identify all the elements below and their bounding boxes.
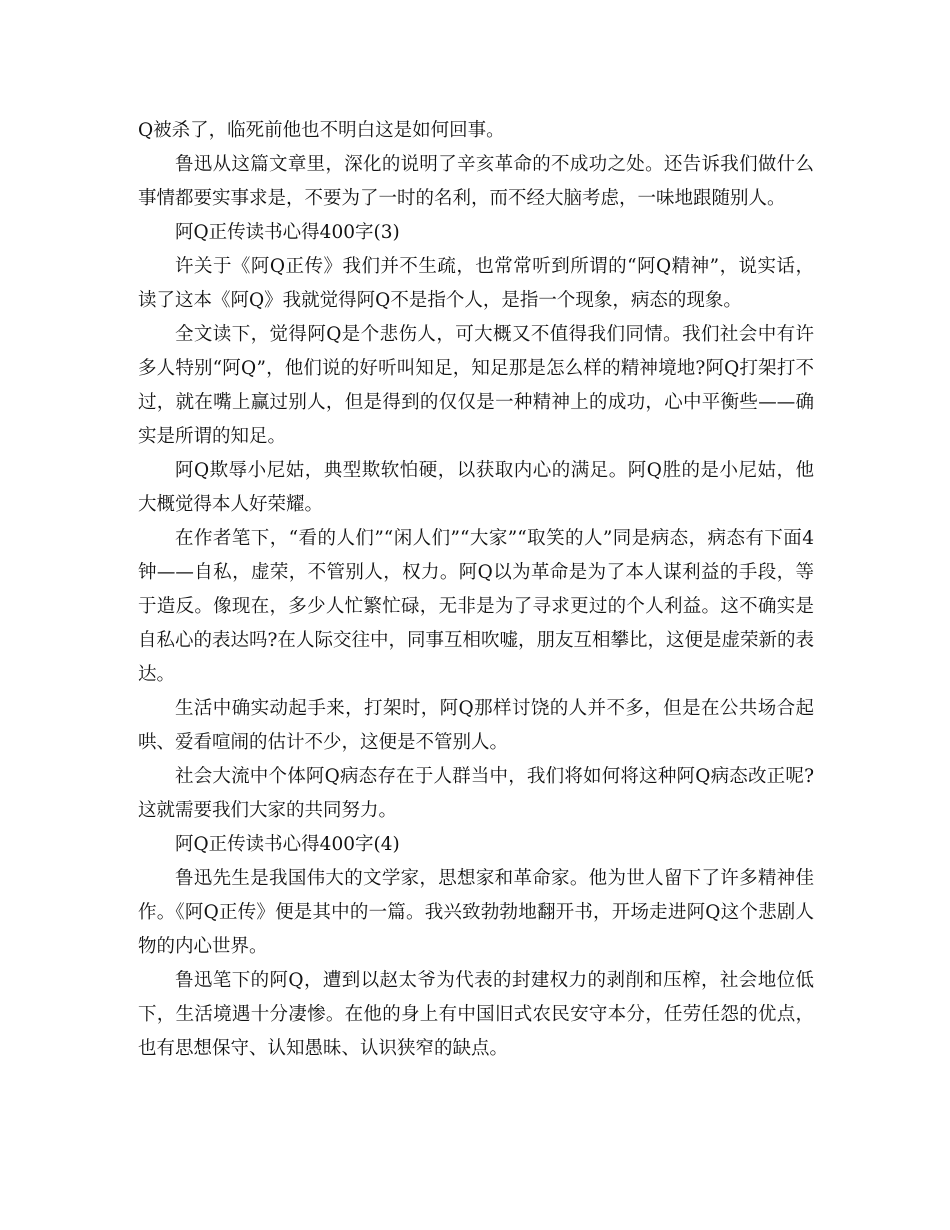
paragraph: 全文读下，觉得阿Q是个悲伤人，可大概又不值得我们同情。我们社会中有许多人特别“阿Q”，他们说的好听叫知足，知足那是怎么样的精神境地?阿Q打架打不过，就在嘴上赢过别人，但是得到的仅仅是一种精神上的成功，心中平衡些——确实是所谓的知足。 [138,324,814,447]
paragraph: 许关于《阿Q正传》我们并不生疏，也常常听到所谓的“阿Q精神”，说实话，读了这本《阿Q》我就觉得阿Q不是指个人，是指一个现象，病态的现象。 [138,256,814,311]
section-heading: 阿Q正传读书心得400字(4) [175,834,400,855]
paragraph: 阿Q欺辱小尼姑，典型欺软怕硬，以获取内心的满足。阿Q胜的是小尼姑，他大概觉得本人好荣耀。 [138,460,814,515]
paragraph: 鲁迅先生是我国伟大的文学家，思想家和革命家。他为世人留下了许多精神佳作。《阿Q正传》便是其中的一篇。我兴致勃勃地翻开书，开场走进阿Q这个悲剧人物的内心世界。 [138,868,814,957]
paragraph: 在作者笔下，“看的人们”“闲人们”“大家”“取笑的人”同是病态，病态有下面4钟——自私，虚荣，不管别人，权力。阿Q以为革命是为了本人谋利益的手段，等于造反。像现在，多少人忙繁忙碌，无非是为了寻求更过的个人利益。这不确实是自私心的表达吗?在人际交往中，同事互相吹嘘，朋友互相攀比，这便是虚荣新的表达。 [138,528,814,685]
paragraph: 鲁迅从这篇文章里，深化的说明了辛亥革命的不成功之处。还告诉我们做什么事情都要实事求是，不要为了一时的名利，而不经大脑考虑，一味地跟随别人。 [138,154,814,209]
document-body [138,114,814,1066]
paragraph-continuation: Q被杀了，临死前他也不明白这是如何回事。 [138,120,505,141]
paragraph: 鲁迅笔下的阿Q，遭到以赵太爷为代表的封建权力的剥削和压榨，社会地位低下，生活境遇十分凄惨。在他的身上有中国旧式农民安守本分，任劳任怨的优点，也有思想保守、认知愚昧、认识狭窄的缺点。 [138,970,814,1059]
paragraph: 社会大流中个体阿Q病态存在于人群当中，我们将如何将这种阿Q病态改正呢?这就需要我们大家的共同努力。 [138,766,814,821]
paragraph: 生活中确实动起手来，打架时，阿Q那样讨饶的人并不多，但是在公共场合起哄、爱看喧闹的估计不少，这便是不管别人。 [138,698,814,753]
section-heading: 阿Q正传读书心得400字(3) [175,222,400,243]
